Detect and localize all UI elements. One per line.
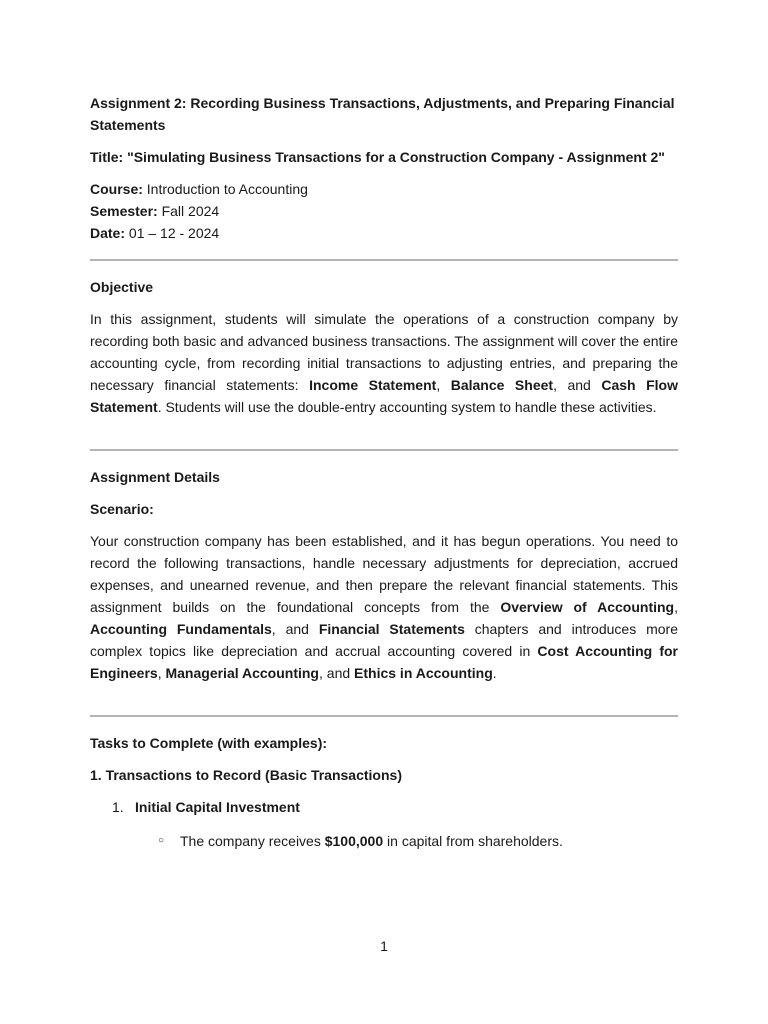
objective-paragraph: [90, 308, 678, 418]
objective-sep: ,: [436, 377, 451, 393]
course-value: Introduction to Accounting: [142, 181, 308, 197]
document-meta: [90, 178, 678, 244]
bullet-amount: $100,000: [324, 833, 384, 849]
document-heading: Assignment 2: Recording Business Transactions, Adjustments, and Preparing Financial Statements: [90, 95, 675, 133]
tasks-heading: Tasks to Complete (with examples):: [90, 735, 328, 751]
scenario-sep: ,: [157, 665, 166, 681]
scenario-text: Your construction company has been established, and it has begun operations. You need to record the following transactions, handle necessary adjustments for depreciation, accrued expenses, and unearned revenue, and then prepare the relevant financial statements. This assignment builds on the foundational concepts from the: [90, 533, 678, 615]
semester-value: Fall 2024: [157, 203, 220, 219]
bullet-text: [180, 830, 563, 852]
scenario-sep: .: [492, 665, 497, 681]
scenario-sep: , and: [271, 621, 319, 637]
objective-text: In this assignment, students will simulate the operations of a construction company by recording both basic and advanced business transactions. The assignment will cover the entire accounting cycle, from recording initial transactions to adjusting entries, and preparing the necessary financial statements:: [90, 311, 678, 393]
course-label: Course:: [90, 181, 143, 197]
objective-bold-cashflow: Cash Flow Statement: [90, 377, 678, 415]
bullet-text-pre: The company receives: [180, 833, 325, 849]
scenario-bold: Accounting Fundamentals: [90, 621, 272, 637]
objective-sep: , and: [553, 377, 602, 393]
details-heading: Assignment Details: [90, 469, 220, 485]
list-item: [112, 796, 678, 818]
objective-text-end: . Students will use the double-entry accounting system to handle these activities.: [157, 399, 657, 415]
bullet-text-post: in capital from shareholders.: [383, 833, 563, 849]
date-label: Date:: [90, 225, 126, 241]
scenario-bold: Financial Statements: [318, 621, 465, 637]
page-number: 1: [380, 938, 388, 954]
objective-heading: Objective: [90, 279, 154, 295]
scenario-sep: , and: [319, 665, 355, 681]
document-title: Title: "Simulating Business Transactions for a Construction Company - Assignment 2": [90, 149, 665, 165]
tasks-subheading: 1. Transactions to Record (Basic Transactions): [90, 767, 402, 783]
semester-label: Semester:: [90, 203, 158, 219]
bullet-item: [158, 830, 678, 852]
scenario-bold: Cost Accounting for Engineers: [90, 643, 679, 681]
scenario-bold: Ethics in Accounting: [354, 665, 493, 681]
divider: [90, 715, 678, 717]
document-page: [90, 92, 678, 852]
date-line: [90, 222, 678, 244]
scenario-heading: Scenario:: [90, 501, 154, 517]
course-line: [90, 178, 678, 200]
scenario-bold: Managerial Accounting: [165, 665, 319, 681]
divider: [90, 259, 678, 261]
scenario-bold: Overview of Accounting: [500, 599, 675, 615]
scenario-paragraph: [90, 530, 678, 684]
scenario-text: chapters and introduces more complex topics like depreciation and accrual accounting covered in: [90, 621, 678, 659]
objective-bold-income: Income Statement: [309, 377, 437, 393]
list-item-number: 1.: [112, 799, 124, 815]
scenario-sep: ,: [674, 599, 679, 615]
list-item-title: Initial Capital Investment: [135, 799, 300, 815]
objective-bold-balance: Balance Sheet: [450, 377, 554, 393]
semester-line: [90, 200, 678, 222]
date-value: 01 – 12 - 2024: [125, 225, 220, 241]
bullet-circle-icon: ○: [158, 835, 165, 846]
divider: [90, 449, 678, 451]
